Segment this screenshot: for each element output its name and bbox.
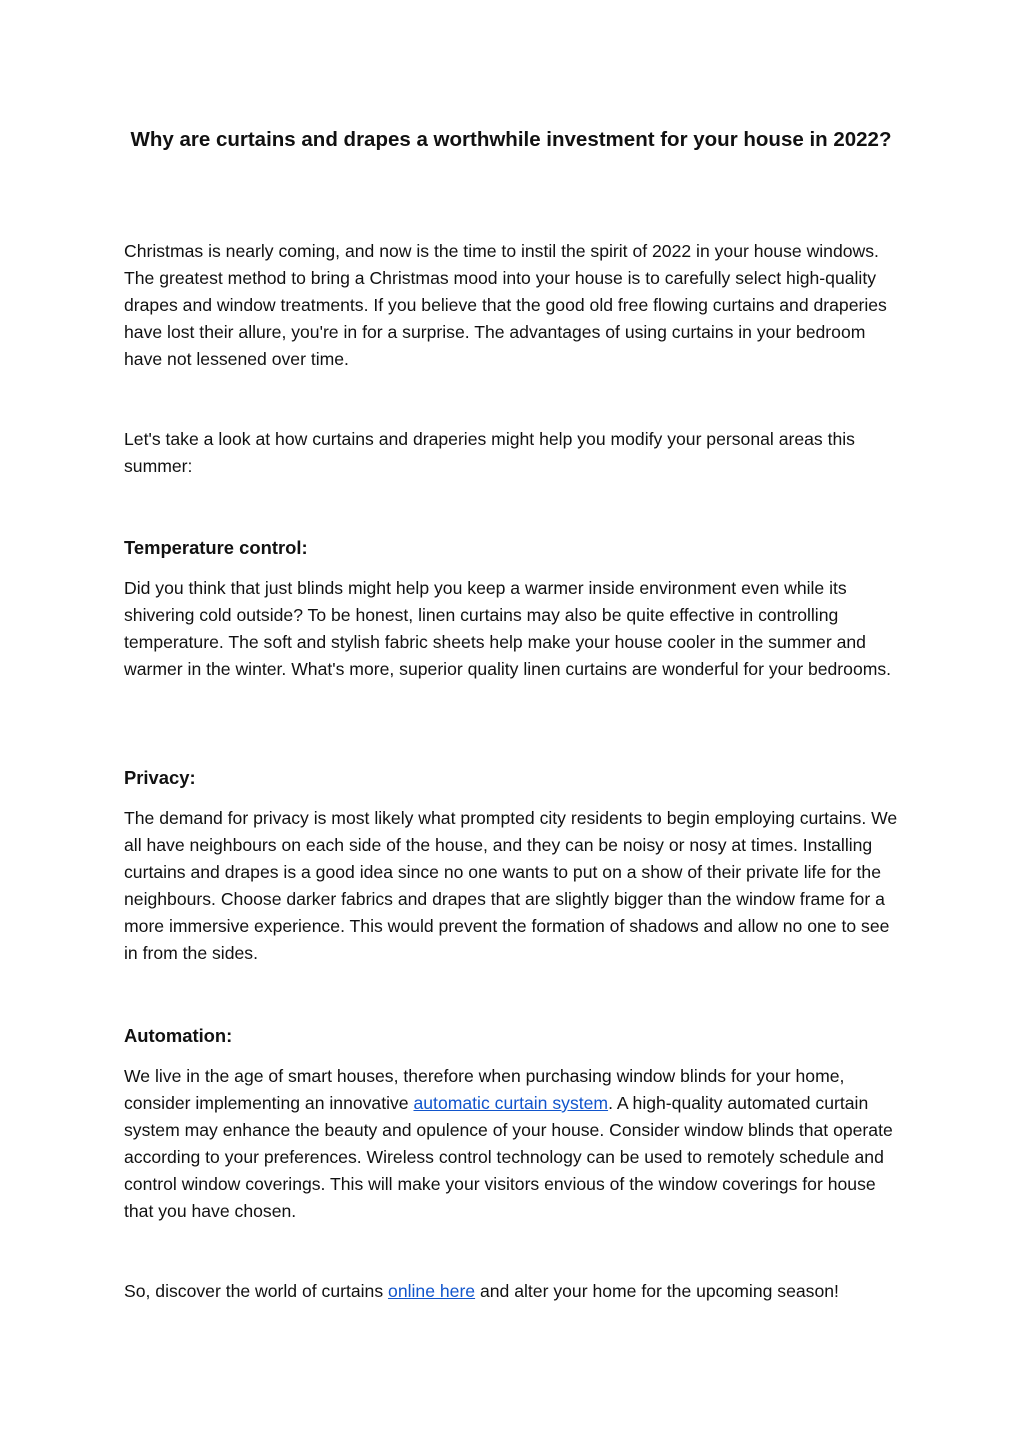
privacy-heading: Privacy:	[124, 767, 196, 788]
automatic-curtain-system-link[interactable]: automatic curtain system	[413, 1093, 609, 1113]
automation-text-before-link: We live in the age of smart houses, therefore when purchasing window blinds for your home, consider implementing an innovative	[124, 1066, 845, 1113]
automation-heading: Automation:	[124, 1025, 233, 1046]
closing-paragraph	[124, 1278, 900, 1305]
temperature-control-heading: Temperature control:	[124, 537, 308, 558]
lets-look-paragraph: Let's take a look at how curtains and draperies might help you modify your personal areas this summer:	[124, 429, 855, 476]
online-here-link[interactable]: online here	[388, 1281, 476, 1301]
temperature-control-paragraph: Did you think that just blinds might help you keep a warmer inside environment even while its shivering cold outside? To be honest, linen curtains may also be quite effective in controlling temperature. The soft and stylish fabric sheets help make your house cooler in the summer and warmer in the winter. What's more, superior quality linen curtains are wonderful for your bedrooms.	[124, 578, 892, 679]
document-title: Why are curtains and drapes a worthwhile investment for your house in 2022?	[130, 128, 892, 151]
intro-paragraph: Christmas is nearly coming, and now is the time to instil the spirit of 2022 in your house windows. The greatest method to bring a Christmas mood into your house is to carefully select high-quality drapes and window treatments. If you believe that the good old free flowing curtains and draperies have lost their allure, you're in for a surprise. The advantages of using curtains in your bedroom have not lessened over time.	[124, 241, 887, 369]
privacy-paragraph: The demand for privacy is most likely what prompted city residents to begin employing curtains. We all have neighbours on each side of the house, and they can be noisy or nosy at times. Installing curtains and drapes is a good idea since no one wants to put on a show of their private life for the neighbours. Choose darker fabrics and drapes that are slightly bigger than the window frame for a more immersive experience. This would prevent the formation of shadows and allow no one to see in from the sides.	[124, 808, 898, 963]
automation-paragraph	[124, 1063, 900, 1225]
closing-text-before-link: So, discover the world of curtains	[124, 1281, 389, 1301]
automation-text-after-link: . A high-quality automated curtain system may enhance the beauty and opulence of your house. Consider window blinds that operate according to your preferences. Wireless control technology can be used to remotely schedule and control window coverings. This will make your visitors envious of the window coverings for house that you have chosen.	[124, 1093, 893, 1221]
closing-text-after-link: and alter your home for the upcoming season!	[475, 1281, 839, 1301]
